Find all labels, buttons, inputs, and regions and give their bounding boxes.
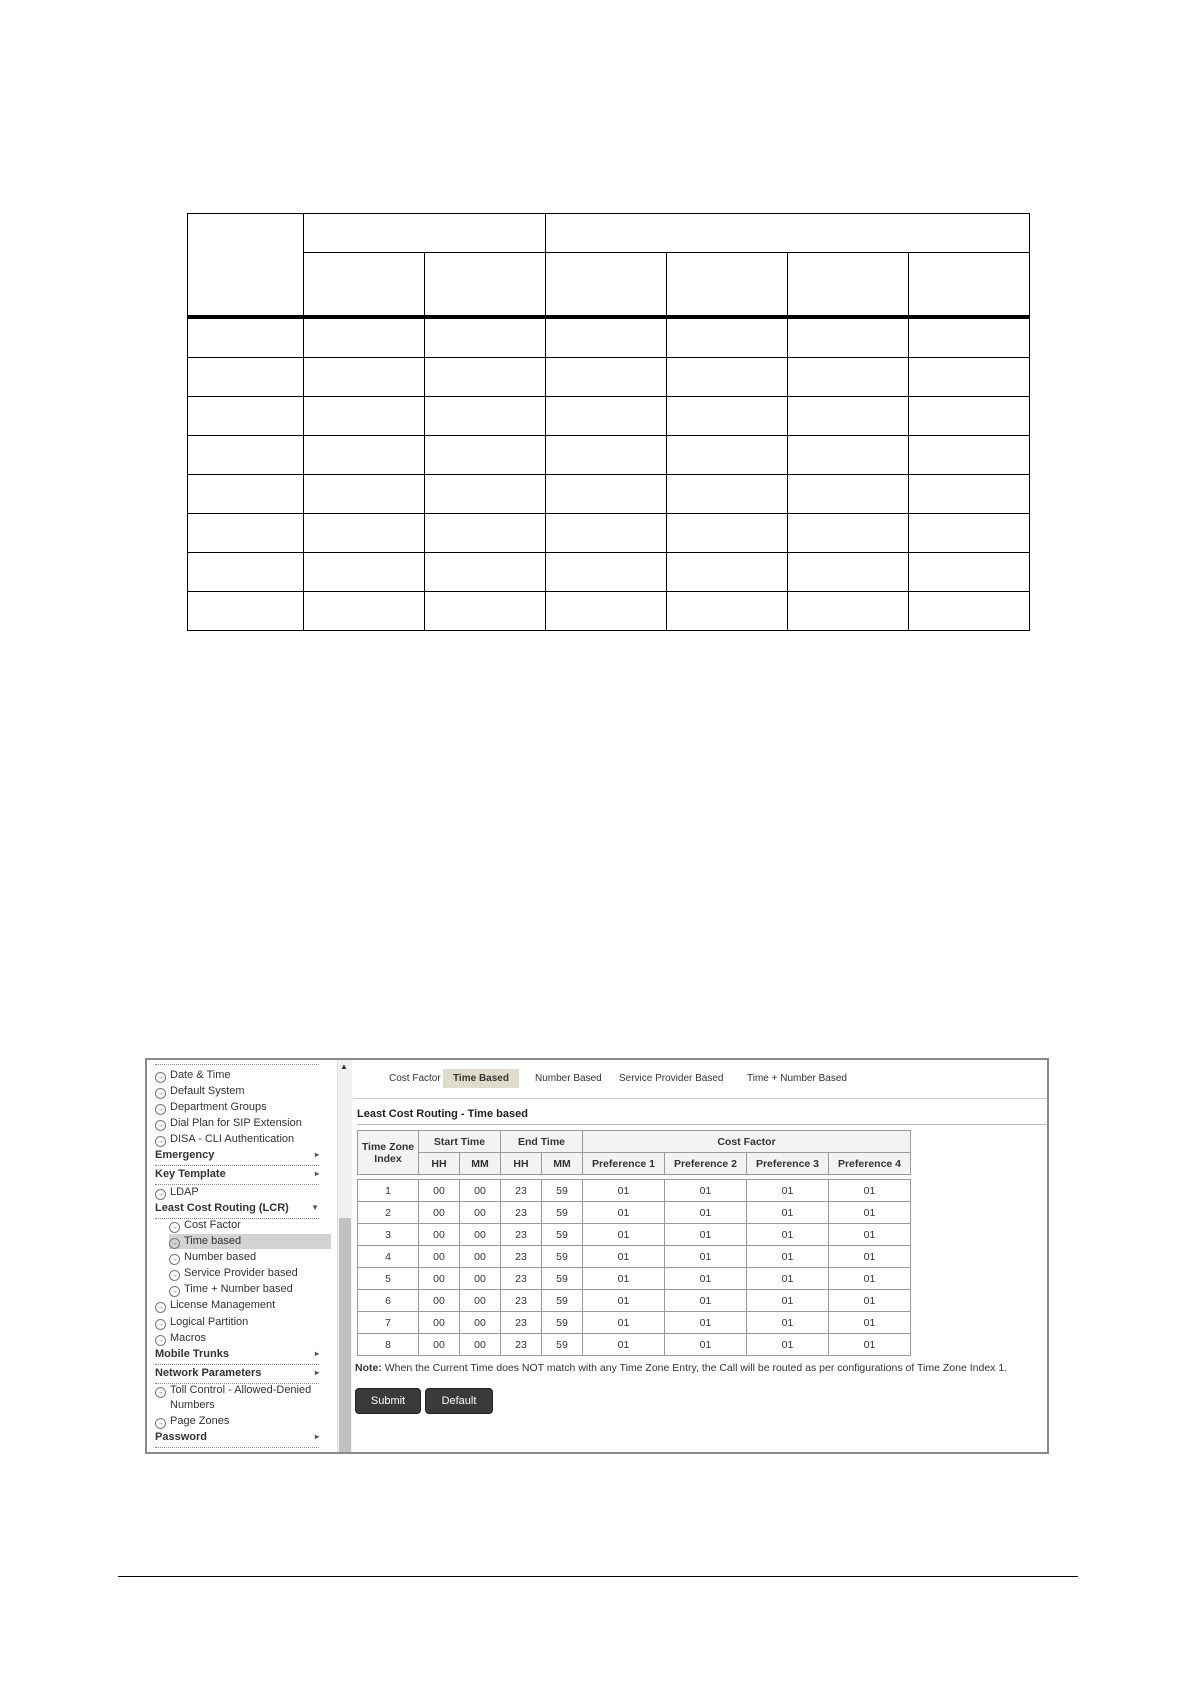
table-cell[interactable]: 00 (419, 1268, 460, 1290)
time-zone-index-cell: 8 (358, 1334, 419, 1356)
table-row (358, 1246, 911, 1268)
blank-table-row (188, 358, 1030, 397)
table-cell[interactable]: 01 (829, 1290, 911, 1312)
main-panel (353, 1060, 1047, 1452)
blank-cell (304, 475, 425, 514)
table-cell[interactable]: 23 (501, 1290, 542, 1312)
table-cell[interactable]: 01 (747, 1180, 829, 1202)
blank-cell (425, 592, 546, 631)
sidebar-item-label: Time + Number based (184, 1283, 293, 1295)
table-cell[interactable]: 01 (665, 1180, 747, 1202)
col-header-cost-factor: Cost Factor (583, 1131, 911, 1153)
page-title: Least Cost Routing - Time based (357, 1108, 528, 1120)
table-cell[interactable]: 01 (583, 1202, 665, 1224)
sidebar-item-label: Logical Partition (170, 1316, 249, 1328)
table-cell[interactable]: 01 (747, 1246, 829, 1268)
blank-cell (788, 475, 909, 514)
arrow-right-circle-icon: → (157, 1389, 164, 1396)
blank-cell (667, 592, 788, 631)
sidebar-item-toll-control-allowed-denied[interactable] (155, 1383, 331, 1412)
sidebar-item-label: Key Template (155, 1168, 226, 1180)
table-cell[interactable]: 01 (665, 1202, 747, 1224)
sidebar-item-label: Toll Control - Allowed-Denied (170, 1384, 312, 1396)
col-header-start-time: Start Time (419, 1131, 501, 1153)
blank-cell (788, 592, 909, 631)
table-row (358, 1180, 911, 1202)
sidebar-item-label: DISA - CLI Authentication (170, 1133, 295, 1145)
table-cell[interactable]: 01 (583, 1268, 665, 1290)
table-cell[interactable]: 00 (460, 1334, 501, 1356)
blank-cell (188, 358, 304, 397)
sidebar-item-least-cost-routing-lcr[interactable] (155, 1201, 319, 1219)
sidebar-item-label: License Management (170, 1299, 276, 1311)
sidebar-item-page-zones[interactable] (155, 1414, 331, 1429)
blank-cell (788, 514, 909, 553)
table-cell[interactable]: 00 (460, 1268, 501, 1290)
time-zone-index-cell: 5 (358, 1268, 419, 1290)
sidebar-item-department-groups[interactable] (155, 1100, 331, 1115)
blank-table-row (188, 317, 1030, 358)
table-cell[interactable]: 59 (542, 1246, 583, 1268)
blank-cell (425, 514, 546, 553)
table-cell[interactable]: 01 (583, 1180, 665, 1202)
blank-table-row (188, 553, 1030, 592)
sidebar-item-network-parameters[interactable] (155, 1366, 319, 1384)
sidebar-item-label: Time based (184, 1235, 242, 1247)
blank-cell (546, 553, 667, 592)
table-cell[interactable]: 01 (665, 1312, 747, 1334)
table-cell[interactable]: 59 (542, 1180, 583, 1202)
sidebar-item-label: Network Parameters (155, 1367, 262, 1379)
tab-time-number-based[interactable]: Time + Number Based (747, 1073, 847, 1084)
sidebar-item-label: Least Cost Routing (LCR) (155, 1202, 289, 1214)
blank-cell (304, 592, 425, 631)
col-header-preference-2: Preference 2 (665, 1153, 747, 1175)
sidebar-item-label: Service Provider based (184, 1267, 298, 1279)
arrow-right-circle-icon: → (157, 1122, 164, 1129)
blank-cell (304, 397, 425, 436)
table-cell[interactable]: 59 (542, 1312, 583, 1334)
blank-header-cell (788, 253, 909, 318)
note-body: When the Current Time does NOT match with any Time Zone Entry, the Call will be routed as per configurations of Time Zone Index 1. (384, 1362, 1008, 1374)
col-header-start-hh: HH (419, 1153, 460, 1175)
col-header-preference-1: Preference 1 (583, 1153, 665, 1175)
table-cell[interactable]: 23 (501, 1268, 542, 1290)
blank-cell (304, 358, 425, 397)
blank-cell (546, 436, 667, 475)
sidebar-item-time-number-based[interactable] (169, 1282, 331, 1297)
table-cell[interactable]: 01 (829, 1334, 911, 1356)
footer-rule (118, 1576, 1078, 1577)
tabs-divider (353, 1098, 1047, 1099)
scroll-up-arrow-icon[interactable]: ▲ (340, 1062, 348, 1071)
blank-cell (909, 592, 1030, 631)
arrow-right-circle-icon: → (157, 1074, 164, 1081)
blank-cell (304, 317, 425, 358)
table-cell[interactable]: 00 (460, 1180, 501, 1202)
sidebar-scrollbar[interactable] (337, 1060, 352, 1452)
lcr-screenshot (145, 1058, 1049, 1454)
sidebar-item-mobile-trunks[interactable] (155, 1347, 319, 1365)
blank-header-cell (304, 253, 425, 318)
blank-cell (667, 514, 788, 553)
blank-cell (188, 317, 304, 358)
col-header-preference-4: Preference 4 (829, 1153, 911, 1175)
blank-cell (546, 397, 667, 436)
title-divider (357, 1124, 1047, 1125)
table-cell[interactable]: 23 (501, 1180, 542, 1202)
blank-cell (188, 514, 304, 553)
table-cell[interactable]: 01 (747, 1312, 829, 1334)
sidebar-item-label-line2: Numbers (170, 1399, 215, 1411)
table-cell[interactable]: 01 (747, 1202, 829, 1224)
note-label: Note: (355, 1362, 382, 1374)
blank-table-row (188, 592, 1030, 631)
chevron-right-icon: ▸ (314, 1169, 319, 1178)
chevron-right-icon: ▸ (314, 1349, 319, 1358)
table-cell[interactable]: 01 (583, 1290, 665, 1312)
blank-header-cell (304, 214, 546, 253)
blank-cell (188, 553, 304, 592)
sidebar-item-service-provider-based[interactable] (169, 1266, 331, 1281)
table-cell[interactable]: 01 (747, 1334, 829, 1356)
blank-cell (788, 397, 909, 436)
sidebar-item-emergency[interactable] (155, 1148, 319, 1166)
sidebar-item-cost-factor[interactable] (169, 1218, 331, 1233)
arrow-right-circle-icon: → (157, 1090, 164, 1097)
sidebar-item-number-based[interactable] (169, 1250, 331, 1265)
table-cell[interactable]: 23 (501, 1246, 542, 1268)
blank-cell (667, 436, 788, 475)
table-row (358, 1268, 911, 1290)
table-cell[interactable]: 00 (419, 1180, 460, 1202)
sidebar-item-label: Default System (170, 1085, 245, 1097)
col-header-preference-3: Preference 3 (747, 1153, 829, 1175)
table-cell[interactable]: 00 (460, 1246, 501, 1268)
blank-cell (425, 317, 546, 358)
table-cell[interactable]: 59 (542, 1202, 583, 1224)
table-row (358, 1202, 911, 1224)
table-cell[interactable]: 01 (665, 1224, 747, 1246)
table-cell[interactable]: 00 (419, 1246, 460, 1268)
table-cell[interactable]: 00 (460, 1202, 501, 1224)
blank-cell (188, 397, 304, 436)
sidebar-divider (155, 1064, 319, 1065)
col-header-end-hh: HH (501, 1153, 542, 1175)
sidebar-item-label: Number based (184, 1251, 257, 1263)
table-cell[interactable]: 01 (583, 1246, 665, 1268)
blank-cell (546, 475, 667, 514)
arrow-right-circle-icon: → (157, 1337, 164, 1344)
table-cell[interactable]: 00 (419, 1290, 460, 1312)
blank-cell (909, 553, 1030, 592)
chevron-down-icon: ▼ (311, 1203, 319, 1212)
blank-header-cell (546, 214, 1030, 253)
time-zone-index-cell: 7 (358, 1312, 419, 1334)
arrow-right-circle-icon: → (157, 1106, 164, 1113)
chevron-right-icon: ▸ (314, 1432, 319, 1441)
arrow-right-circle-icon: → (171, 1256, 178, 1263)
sidebar (147, 1060, 337, 1452)
blank-cell (909, 317, 1030, 358)
submit-button[interactable]: Submit (355, 1388, 421, 1414)
table-cell[interactable]: 01 (829, 1246, 911, 1268)
sidebar-item-ldap[interactable] (155, 1185, 331, 1200)
sidebar-item-disa-cli-authentication[interactable] (155, 1132, 331, 1147)
scrollbar-thumb[interactable] (339, 1218, 351, 1452)
sidebar-item-key-template[interactable] (155, 1167, 319, 1185)
table-cell[interactable]: 00 (419, 1224, 460, 1246)
table-cell[interactable]: 23 (501, 1202, 542, 1224)
blank-table-row (188, 397, 1030, 436)
table-cell[interactable]: 01 (665, 1334, 747, 1356)
table-cell[interactable]: 01 (583, 1312, 665, 1334)
blank-cell (425, 553, 546, 592)
table-cell[interactable]: 01 (747, 1224, 829, 1246)
blank-cell (909, 436, 1030, 475)
sidebar-item-label: Dial Plan for SIP Extension (170, 1117, 302, 1129)
blank-cell (788, 436, 909, 475)
table-cell[interactable]: 01 (829, 1180, 911, 1202)
blank-cell (304, 514, 425, 553)
table-cell[interactable]: 01 (829, 1224, 911, 1246)
table-cell[interactable]: 01 (665, 1268, 747, 1290)
col-header-end-mm: MM (542, 1153, 583, 1175)
table-cell[interactable]: 59 (542, 1290, 583, 1312)
blank-time-zone-table (187, 213, 1030, 631)
sidebar-item-time-based[interactable] (169, 1234, 331, 1249)
blank-cell (909, 358, 1030, 397)
blank-table-row (188, 514, 1030, 553)
table-cell[interactable]: 01 (665, 1246, 747, 1268)
blank-header-cell (667, 253, 788, 318)
tab-cost-factor[interactable]: Cost Factor (389, 1073, 441, 1084)
sidebar-item-password[interactable] (155, 1430, 319, 1448)
blank-cell (546, 317, 667, 358)
blank-cell (304, 436, 425, 475)
arrow-right-circle-icon: → (171, 1240, 178, 1247)
table-cell[interactable]: 59 (542, 1224, 583, 1246)
blank-cell (667, 475, 788, 514)
sidebar-item-default-system[interactable] (155, 1084, 331, 1099)
sidebar-item-label: Cost Factor (184, 1219, 241, 1231)
tab-time-based[interactable]: Time Based (443, 1069, 519, 1088)
blank-cell (188, 592, 304, 631)
blank-cell (425, 436, 546, 475)
blank-cell (909, 475, 1030, 514)
table-cell[interactable]: 00 (419, 1202, 460, 1224)
table-cell[interactable]: 23 (501, 1224, 542, 1246)
blank-header-cell (546, 253, 667, 318)
blank-cell (909, 397, 1030, 436)
arrow-right-circle-icon: → (171, 1272, 178, 1279)
sidebar-item-logical-partition[interactable] (155, 1315, 331, 1330)
arrow-right-circle-icon: → (171, 1288, 178, 1295)
table-cell[interactable]: 59 (542, 1334, 583, 1356)
arrow-right-circle-icon: → (157, 1191, 164, 1198)
tab-number-based[interactable]: Number Based (535, 1073, 602, 1084)
time-zone-index-cell: 3 (358, 1224, 419, 1246)
sidebar-item-macros[interactable] (155, 1331, 331, 1346)
time-zone-index-cell: 1 (358, 1180, 419, 1202)
blank-table-row (188, 475, 1030, 514)
blank-table-row (188, 436, 1030, 475)
table-row (358, 1290, 911, 1312)
tab-bar (353, 1066, 1047, 1090)
blank-cell (667, 553, 788, 592)
table-row (358, 1334, 911, 1356)
blank-cell (425, 358, 546, 397)
blank-cell (667, 358, 788, 397)
sidebar-item-label: Page Zones (170, 1415, 230, 1427)
table-cell[interactable]: 00 (419, 1312, 460, 1334)
time-based-lcr-table (357, 1130, 911, 1356)
col-header-start-mm: MM (460, 1153, 501, 1175)
blank-cell (546, 358, 667, 397)
blank-cell (909, 514, 1030, 553)
arrow-right-circle-icon: → (157, 1420, 164, 1427)
table-cell[interactable]: 00 (419, 1334, 460, 1356)
table-cell[interactable]: 23 (501, 1334, 542, 1356)
table-cell[interactable]: 01 (747, 1290, 829, 1312)
table-cell[interactable]: 01 (583, 1334, 665, 1356)
time-zone-index-cell: 6 (358, 1290, 419, 1312)
table-cell[interactable]: 00 (460, 1290, 501, 1312)
blank-cell (188, 475, 304, 514)
sidebar-item-label: Emergency (155, 1149, 215, 1161)
arrow-right-circle-icon: → (157, 1304, 164, 1311)
blank-cell (304, 553, 425, 592)
blank-cell (425, 397, 546, 436)
time-zone-index-cell: 2 (358, 1202, 419, 1224)
sidebar-item-label: LDAP (170, 1186, 199, 1198)
chevron-right-icon: ▸ (314, 1368, 319, 1377)
default-button[interactable]: Default (425, 1388, 493, 1414)
sidebar-item-label: Mobile Trunks (155, 1348, 229, 1360)
blank-cell (788, 358, 909, 397)
table-cell[interactable]: 01 (583, 1224, 665, 1246)
blank-cell (546, 592, 667, 631)
blank-cell (546, 514, 667, 553)
blank-header-cell (909, 253, 1030, 318)
blank-header-cell (425, 253, 546, 318)
table-cell[interactable]: 01 (665, 1290, 747, 1312)
blank-cell (425, 475, 546, 514)
chevron-right-icon: ▸ (314, 1150, 319, 1159)
note-text (355, 1362, 1007, 1374)
arrow-right-circle-icon: → (157, 1321, 164, 1328)
col-header-time-zone-index: Time Zone Index (358, 1131, 419, 1175)
arrow-right-circle-icon: → (171, 1224, 178, 1231)
sidebar-item-label: Date & Time (170, 1069, 231, 1081)
table-cell[interactable]: 01 (829, 1202, 911, 1224)
blank-cell (788, 317, 909, 358)
table-row (358, 1312, 911, 1334)
table-cell[interactable]: 23 (501, 1312, 542, 1334)
table-cell[interactable]: 00 (460, 1312, 501, 1334)
sidebar-item-dial-plan-for-sip-extension[interactable] (155, 1116, 331, 1131)
blank-cell (667, 397, 788, 436)
table-cell[interactable]: 00 (460, 1224, 501, 1246)
table-cell[interactable]: 01 (829, 1268, 911, 1290)
blank-header-cell (188, 214, 304, 318)
table-cell[interactable]: 59 (542, 1268, 583, 1290)
col-header-end-time: End Time (501, 1131, 583, 1153)
sidebar-item-label: Department Groups (170, 1101, 267, 1113)
blank-cell (788, 553, 909, 592)
time-zone-index-cell: 4 (358, 1246, 419, 1268)
sidebar-item-date-time[interactable] (155, 1068, 331, 1083)
tab-service-provider-based[interactable]: Service Provider Based (619, 1073, 724, 1084)
table-cell[interactable]: 01 (829, 1312, 911, 1334)
sidebar-item-license-management[interactable] (155, 1298, 331, 1313)
sidebar-item-label: Password (155, 1431, 207, 1443)
blank-cell (667, 317, 788, 358)
arrow-right-circle-icon: → (157, 1138, 164, 1145)
blank-cell (188, 436, 304, 475)
sidebar-item-label: Macros (170, 1332, 207, 1344)
table-row (358, 1224, 911, 1246)
table-cell[interactable]: 01 (747, 1268, 829, 1290)
